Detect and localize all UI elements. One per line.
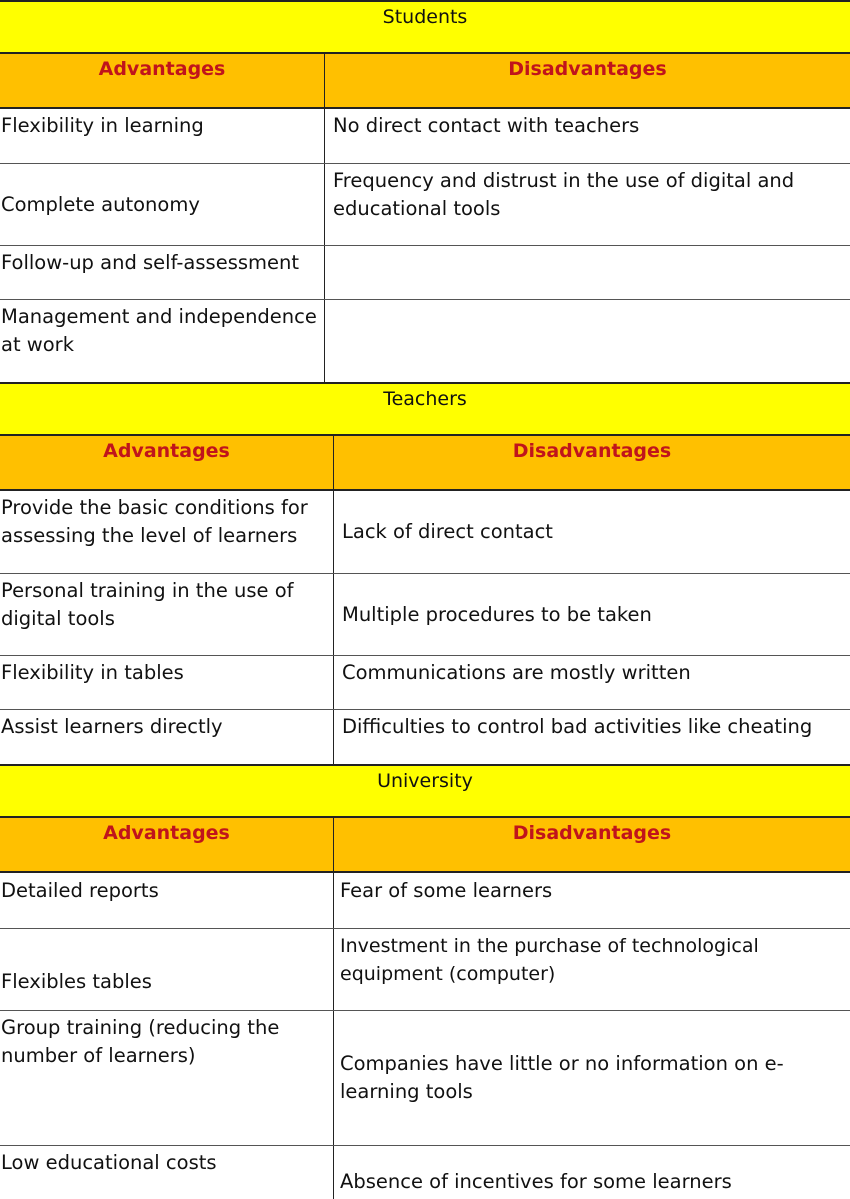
advantage-cell: Detailed reports — [1, 879, 159, 902]
table-row — [0, 1011, 850, 1146]
advantages-header: Advantages — [103, 822, 230, 844]
disadvantage-cell: No direct contact with teachers — [324, 109, 849, 163]
table-row — [0, 874, 850, 929]
disadvantages-header: Disadvantages — [512, 822, 672, 844]
disadvantage-cell — [324, 300, 849, 382]
advantage-cell: Group training (reducing the number of learners) — [1, 1016, 280, 1067]
disadvantage-cell — [324, 246, 849, 299]
advantage-cell: Flexibility in learning — [1, 114, 204, 137]
advantages-header: Advantages — [103, 440, 230, 462]
header-row-university — [0, 818, 850, 873]
advantage-cell: Follow-up and self-assessment — [1, 251, 300, 274]
disadvantage-cell: Investment in the purchase of technological equipment (computer) — [333, 929, 850, 1010]
advantage-cell: Provide the basic conditions for assessing the level of learners — [1, 496, 308, 547]
table-row — [0, 246, 850, 300]
disadvantage-cell: Lack of direct contact — [333, 491, 849, 573]
advantages-header: Advantages — [98, 58, 226, 80]
table-row — [0, 656, 850, 710]
disadvantages-header: Disadvantages — [508, 58, 667, 80]
section-title-students: Students — [0, 0, 850, 54]
column-divider — [333, 436, 334, 492]
table-row — [0, 109, 850, 164]
section-title-teachers: Teachers — [0, 382, 850, 436]
advantage-cell: Flexibility in tables — [1, 661, 184, 684]
disadvantage-cell: Multiple procedures to be taken — [333, 574, 849, 655]
disadvantage-cell: Fear of some learners — [333, 874, 850, 928]
header-row-students — [0, 54, 850, 109]
advantage-cell: Low educational costs — [1, 1151, 217, 1174]
advantage-cell: Management and independence at work — [1, 305, 317, 356]
disadvantage-cell: Difficulties to control bad activities like cheating — [333, 710, 849, 764]
header-row-teachers — [0, 436, 850, 491]
table-row — [0, 300, 850, 382]
disadvantages-header: Disadvantages — [512, 440, 672, 462]
table-row — [0, 929, 850, 1011]
disadvantage-cell: Frequency and distrust in the use of digital and educational tools — [324, 164, 849, 245]
table-row — [0, 491, 850, 574]
disadvantage-cell: Absence of incentives for some learners — [333, 1146, 850, 1199]
column-divider — [324, 54, 325, 110]
advantage-cell: Personal training in the use of digital tools — [1, 579, 294, 630]
advantage-cell: Complete autonomy — [1, 192, 200, 216]
column-divider — [333, 818, 334, 874]
table-row — [0, 1146, 850, 1199]
advantage-cell: Assist learners directly — [1, 715, 223, 738]
advantage-cell: Flexibles tables — [1, 969, 152, 993]
table-row — [0, 574, 850, 656]
disadvantage-cell: Companies have little or no information on e-learning tools — [333, 1011, 850, 1145]
section-title-university: University — [0, 764, 850, 818]
disadvantage-cell: Communications are mostly written — [333, 656, 849, 709]
table-row — [0, 710, 850, 764]
table-row — [0, 164, 850, 246]
